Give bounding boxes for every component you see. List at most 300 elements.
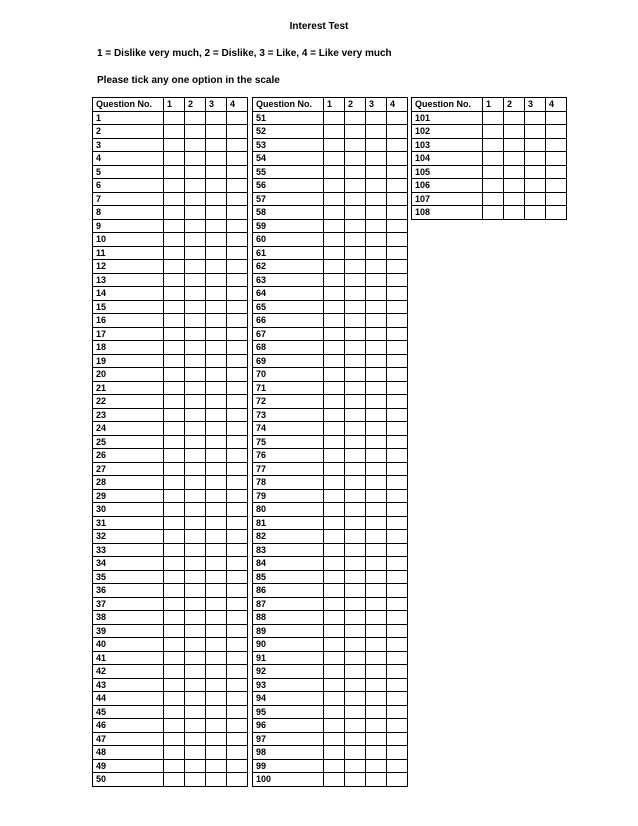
option-3-box[interactable] — [206, 516, 227, 530]
option-3-box[interactable] — [366, 300, 387, 314]
option-1-box[interactable] — [164, 165, 185, 179]
option-2-box[interactable] — [345, 192, 366, 206]
option-2-box[interactable] — [185, 435, 206, 449]
option-2-box[interactable] — [185, 746, 206, 760]
option-3-box[interactable] — [366, 503, 387, 517]
option-2-box[interactable] — [345, 584, 366, 598]
option-4-box[interactable] — [387, 624, 408, 638]
option-2-box[interactable] — [185, 597, 206, 611]
option-2-box[interactable] — [185, 395, 206, 409]
option-1-box[interactable] — [164, 759, 185, 773]
option-4-box[interactable] — [227, 395, 248, 409]
option-1-box[interactable] — [324, 449, 345, 463]
option-4-box[interactable] — [227, 597, 248, 611]
option-4-box[interactable] — [387, 611, 408, 625]
option-1-box[interactable] — [324, 570, 345, 584]
option-1-box[interactable] — [164, 611, 185, 625]
option-4-box[interactable] — [387, 476, 408, 490]
option-4-box[interactable] — [227, 665, 248, 679]
option-4-box[interactable] — [387, 665, 408, 679]
option-1-box[interactable] — [164, 678, 185, 692]
option-4-box[interactable] — [387, 246, 408, 260]
option-3-box[interactable] — [206, 206, 227, 220]
option-1-box[interactable] — [164, 354, 185, 368]
option-1-box[interactable] — [164, 395, 185, 409]
option-1-box[interactable] — [324, 638, 345, 652]
option-1-box[interactable] — [324, 543, 345, 557]
option-1-box[interactable] — [324, 557, 345, 571]
option-4-box[interactable] — [227, 233, 248, 247]
option-2-box[interactable] — [345, 111, 366, 125]
option-1-box[interactable] — [324, 759, 345, 773]
option-3-box[interactable] — [366, 206, 387, 220]
option-3-box[interactable] — [366, 530, 387, 544]
option-3-box[interactable] — [366, 597, 387, 611]
option-3-box[interactable] — [206, 692, 227, 706]
option-1-box[interactable] — [164, 557, 185, 571]
option-3-box[interactable] — [206, 152, 227, 166]
option-2-box[interactable] — [185, 138, 206, 152]
option-3-box[interactable] — [366, 165, 387, 179]
option-1-box[interactable] — [483, 111, 504, 125]
option-2-box[interactable] — [345, 678, 366, 692]
option-2-box[interactable] — [185, 233, 206, 247]
option-3-box[interactable] — [366, 435, 387, 449]
option-1-box[interactable] — [324, 341, 345, 355]
option-3-box[interactable] — [206, 422, 227, 436]
option-2-box[interactable] — [345, 381, 366, 395]
option-2-box[interactable] — [185, 219, 206, 233]
option-2-box[interactable] — [185, 260, 206, 274]
option-3-box[interactable] — [206, 138, 227, 152]
option-4-box[interactable] — [227, 773, 248, 787]
option-3-box[interactable] — [366, 327, 387, 341]
option-2-box[interactable] — [345, 597, 366, 611]
option-4-box[interactable] — [227, 341, 248, 355]
option-1-box[interactable] — [164, 233, 185, 247]
option-4-box[interactable] — [546, 165, 567, 179]
option-1-box[interactable] — [324, 462, 345, 476]
option-1-box[interactable] — [164, 489, 185, 503]
option-3-box[interactable] — [366, 341, 387, 355]
option-2-box[interactable] — [345, 125, 366, 139]
option-1-box[interactable] — [164, 192, 185, 206]
option-2-box[interactable] — [504, 125, 525, 139]
option-1-box[interactable] — [324, 422, 345, 436]
option-3-box[interactable] — [366, 273, 387, 287]
option-3-box[interactable] — [206, 503, 227, 517]
option-3-box[interactable] — [366, 462, 387, 476]
option-3-box[interactable] — [366, 152, 387, 166]
option-1-box[interactable] — [164, 206, 185, 220]
option-1-box[interactable] — [164, 719, 185, 733]
option-1-box[interactable] — [164, 705, 185, 719]
option-4-box[interactable] — [387, 111, 408, 125]
option-3-box[interactable] — [525, 179, 546, 193]
option-1-box[interactable] — [483, 179, 504, 193]
option-4-box[interactable] — [546, 125, 567, 139]
option-2-box[interactable] — [345, 368, 366, 382]
option-4-box[interactable] — [387, 408, 408, 422]
option-3-box[interactable] — [206, 449, 227, 463]
option-1-box[interactable] — [164, 246, 185, 260]
option-3-box[interactable] — [206, 179, 227, 193]
option-1-box[interactable] — [164, 314, 185, 328]
option-4-box[interactable] — [227, 435, 248, 449]
option-2-box[interactable] — [185, 152, 206, 166]
option-2-box[interactable] — [185, 246, 206, 260]
option-4-box[interactable] — [227, 287, 248, 301]
option-2-box[interactable] — [345, 665, 366, 679]
option-3-box[interactable] — [206, 165, 227, 179]
option-4-box[interactable] — [227, 179, 248, 193]
option-3-box[interactable] — [206, 557, 227, 571]
option-1-box[interactable] — [324, 246, 345, 260]
option-3-box[interactable] — [206, 327, 227, 341]
option-1-box[interactable] — [324, 138, 345, 152]
option-2-box[interactable] — [185, 422, 206, 436]
option-1-box[interactable] — [164, 408, 185, 422]
option-1-box[interactable] — [324, 381, 345, 395]
option-4-box[interactable] — [387, 557, 408, 571]
option-1-box[interactable] — [164, 651, 185, 665]
option-2-box[interactable] — [185, 611, 206, 625]
option-1-box[interactable] — [324, 395, 345, 409]
option-4-box[interactable] — [387, 233, 408, 247]
option-4-box[interactable] — [227, 462, 248, 476]
option-3-box[interactable] — [206, 651, 227, 665]
option-4-box[interactable] — [387, 300, 408, 314]
option-1-box[interactable] — [483, 138, 504, 152]
option-4-box[interactable] — [227, 611, 248, 625]
option-1-box[interactable] — [324, 125, 345, 139]
option-2-box[interactable] — [345, 638, 366, 652]
option-2-box[interactable] — [185, 125, 206, 139]
option-3-box[interactable] — [366, 422, 387, 436]
option-2-box[interactable] — [345, 435, 366, 449]
option-1-box[interactable] — [164, 503, 185, 517]
option-3-box[interactable] — [366, 449, 387, 463]
option-4-box[interactable] — [387, 597, 408, 611]
option-3-box[interactable] — [206, 570, 227, 584]
option-4-box[interactable] — [387, 705, 408, 719]
option-4-box[interactable] — [227, 503, 248, 517]
option-1-box[interactable] — [164, 111, 185, 125]
option-1-box[interactable] — [164, 125, 185, 139]
option-4-box[interactable] — [227, 314, 248, 328]
option-1-box[interactable] — [164, 368, 185, 382]
option-4-box[interactable] — [387, 422, 408, 436]
option-3-box[interactable] — [206, 462, 227, 476]
option-3-box[interactable] — [206, 260, 227, 274]
option-4-box[interactable] — [387, 530, 408, 544]
option-3-box[interactable] — [366, 678, 387, 692]
option-3-box[interactable] — [206, 125, 227, 139]
option-1-box[interactable] — [164, 624, 185, 638]
option-4-box[interactable] — [227, 368, 248, 382]
option-4-box[interactable] — [387, 746, 408, 760]
option-2-box[interactable] — [345, 152, 366, 166]
option-1-box[interactable] — [164, 152, 185, 166]
option-1-box[interactable] — [164, 665, 185, 679]
option-3-box[interactable] — [525, 111, 546, 125]
option-1-box[interactable] — [324, 665, 345, 679]
option-1-box[interactable] — [324, 611, 345, 625]
option-2-box[interactable] — [185, 287, 206, 301]
option-3-box[interactable] — [525, 125, 546, 139]
option-1-box[interactable] — [164, 138, 185, 152]
option-4-box[interactable] — [387, 638, 408, 652]
option-2-box[interactable] — [345, 354, 366, 368]
option-1-box[interactable] — [324, 503, 345, 517]
option-2-box[interactable] — [185, 300, 206, 314]
option-1-box[interactable] — [324, 530, 345, 544]
option-1-box[interactable] — [164, 179, 185, 193]
option-1-box[interactable] — [324, 516, 345, 530]
option-2-box[interactable] — [185, 773, 206, 787]
option-1-box[interactable] — [164, 273, 185, 287]
option-1-box[interactable] — [324, 476, 345, 490]
option-1-box[interactable] — [164, 584, 185, 598]
option-1-box[interactable] — [324, 692, 345, 706]
option-3-box[interactable] — [366, 138, 387, 152]
option-4-box[interactable] — [387, 206, 408, 220]
option-1-box[interactable] — [324, 111, 345, 125]
option-4-box[interactable] — [227, 516, 248, 530]
option-4-box[interactable] — [387, 570, 408, 584]
option-3-box[interactable] — [206, 597, 227, 611]
option-2-box[interactable] — [185, 624, 206, 638]
option-3-box[interactable] — [366, 705, 387, 719]
option-2-box[interactable] — [345, 557, 366, 571]
option-4-box[interactable] — [387, 152, 408, 166]
option-2-box[interactable] — [185, 692, 206, 706]
option-3-box[interactable] — [366, 638, 387, 652]
option-4-box[interactable] — [387, 125, 408, 139]
option-4-box[interactable] — [387, 678, 408, 692]
option-1-box[interactable] — [164, 341, 185, 355]
option-1-box[interactable] — [324, 152, 345, 166]
option-1-box[interactable] — [324, 624, 345, 638]
option-3-box[interactable] — [206, 341, 227, 355]
option-4-box[interactable] — [227, 327, 248, 341]
option-1-box[interactable] — [483, 125, 504, 139]
option-1-box[interactable] — [164, 462, 185, 476]
option-3-box[interactable] — [366, 665, 387, 679]
option-2-box[interactable] — [185, 341, 206, 355]
option-1-box[interactable] — [164, 381, 185, 395]
option-1-box[interactable] — [164, 435, 185, 449]
option-4-box[interactable] — [387, 260, 408, 274]
option-2-box[interactable] — [185, 462, 206, 476]
option-1-box[interactable] — [324, 408, 345, 422]
option-2-box[interactable] — [345, 503, 366, 517]
option-3-box[interactable] — [366, 489, 387, 503]
option-3-box[interactable] — [366, 570, 387, 584]
option-4-box[interactable] — [227, 206, 248, 220]
option-1-box[interactable] — [164, 449, 185, 463]
option-2-box[interactable] — [185, 111, 206, 125]
option-4-box[interactable] — [387, 327, 408, 341]
option-1-box[interactable] — [324, 219, 345, 233]
option-3-box[interactable] — [366, 368, 387, 382]
option-3-box[interactable] — [206, 705, 227, 719]
option-3-box[interactable] — [206, 435, 227, 449]
option-1-box[interactable] — [164, 327, 185, 341]
option-1-box[interactable] — [324, 489, 345, 503]
option-4-box[interactable] — [227, 719, 248, 733]
option-3-box[interactable] — [206, 219, 227, 233]
option-1-box[interactable] — [164, 287, 185, 301]
option-2-box[interactable] — [345, 476, 366, 490]
option-2-box[interactable] — [345, 314, 366, 328]
option-3-box[interactable] — [366, 719, 387, 733]
option-2-box[interactable] — [345, 408, 366, 422]
option-4-box[interactable] — [227, 152, 248, 166]
option-1-box[interactable] — [324, 746, 345, 760]
option-2-box[interactable] — [345, 327, 366, 341]
option-1-box[interactable] — [164, 543, 185, 557]
option-3-box[interactable] — [366, 246, 387, 260]
option-2-box[interactable] — [345, 341, 366, 355]
option-4-box[interactable] — [387, 584, 408, 598]
option-3-box[interactable] — [206, 273, 227, 287]
option-1-box[interactable] — [324, 773, 345, 787]
option-3-box[interactable] — [366, 516, 387, 530]
option-4-box[interactable] — [387, 773, 408, 787]
option-2-box[interactable] — [185, 732, 206, 746]
option-4-box[interactable] — [227, 557, 248, 571]
option-3-box[interactable] — [366, 354, 387, 368]
option-3-box[interactable] — [206, 746, 227, 760]
option-1-box[interactable] — [164, 530, 185, 544]
option-4-box[interactable] — [227, 219, 248, 233]
option-2-box[interactable] — [185, 705, 206, 719]
option-4-box[interactable] — [387, 381, 408, 395]
option-3-box[interactable] — [366, 314, 387, 328]
option-4-box[interactable] — [227, 638, 248, 652]
option-2-box[interactable] — [345, 219, 366, 233]
option-3-box[interactable] — [525, 138, 546, 152]
option-4-box[interactable] — [546, 192, 567, 206]
option-3-box[interactable] — [366, 584, 387, 598]
option-2-box[interactable] — [185, 327, 206, 341]
option-4-box[interactable] — [227, 273, 248, 287]
option-4-box[interactable] — [546, 179, 567, 193]
option-3-box[interactable] — [206, 111, 227, 125]
option-2-box[interactable] — [345, 543, 366, 557]
option-3-box[interactable] — [525, 192, 546, 206]
option-3-box[interactable] — [366, 395, 387, 409]
option-2-box[interactable] — [185, 543, 206, 557]
option-1-box[interactable] — [324, 597, 345, 611]
option-2-box[interactable] — [185, 449, 206, 463]
option-1-box[interactable] — [164, 260, 185, 274]
option-1-box[interactable] — [164, 773, 185, 787]
option-3-box[interactable] — [366, 746, 387, 760]
option-3-box[interactable] — [206, 638, 227, 652]
option-4-box[interactable] — [387, 719, 408, 733]
option-2-box[interactable] — [345, 611, 366, 625]
option-3-box[interactable] — [206, 773, 227, 787]
option-4-box[interactable] — [387, 165, 408, 179]
option-3-box[interactable] — [366, 260, 387, 274]
option-4-box[interactable] — [546, 206, 567, 220]
option-1-box[interactable] — [324, 584, 345, 598]
option-3-box[interactable] — [525, 165, 546, 179]
option-2-box[interactable] — [345, 530, 366, 544]
option-1-box[interactable] — [324, 233, 345, 247]
option-2-box[interactable] — [345, 624, 366, 638]
option-3-box[interactable] — [366, 557, 387, 571]
option-2-box[interactable] — [345, 449, 366, 463]
option-2-box[interactable] — [185, 530, 206, 544]
option-2-box[interactable] — [185, 368, 206, 382]
option-3-box[interactable] — [206, 408, 227, 422]
option-2-box[interactable] — [185, 557, 206, 571]
option-4-box[interactable] — [227, 476, 248, 490]
option-4-box[interactable] — [227, 543, 248, 557]
option-3-box[interactable] — [206, 314, 227, 328]
option-1-box[interactable] — [324, 368, 345, 382]
option-1-box[interactable] — [324, 273, 345, 287]
option-4-box[interactable] — [227, 300, 248, 314]
option-4-box[interactable] — [227, 651, 248, 665]
option-2-box[interactable] — [185, 489, 206, 503]
option-4-box[interactable] — [227, 125, 248, 139]
option-3-box[interactable] — [206, 759, 227, 773]
option-3-box[interactable] — [206, 192, 227, 206]
option-3-box[interactable] — [366, 611, 387, 625]
option-4-box[interactable] — [387, 435, 408, 449]
option-3-box[interactable] — [366, 381, 387, 395]
option-2-box[interactable] — [345, 692, 366, 706]
option-2-box[interactable] — [185, 408, 206, 422]
option-3-box[interactable] — [366, 773, 387, 787]
option-2-box[interactable] — [345, 570, 366, 584]
option-2-box[interactable] — [185, 179, 206, 193]
option-3-box[interactable] — [206, 300, 227, 314]
option-3-box[interactable] — [366, 692, 387, 706]
option-1-box[interactable] — [324, 192, 345, 206]
option-4-box[interactable] — [387, 692, 408, 706]
option-2-box[interactable] — [504, 206, 525, 220]
option-2-box[interactable] — [345, 719, 366, 733]
option-4-box[interactable] — [227, 584, 248, 598]
option-1-box[interactable] — [324, 435, 345, 449]
option-3-box[interactable] — [206, 665, 227, 679]
option-2-box[interactable] — [345, 233, 366, 247]
option-2-box[interactable] — [185, 570, 206, 584]
option-2-box[interactable] — [345, 746, 366, 760]
option-4-box[interactable] — [227, 732, 248, 746]
option-3-box[interactable] — [206, 476, 227, 490]
option-2-box[interactable] — [185, 273, 206, 287]
option-2-box[interactable] — [345, 206, 366, 220]
option-3-box[interactable] — [206, 611, 227, 625]
option-2-box[interactable] — [185, 192, 206, 206]
option-1-box[interactable] — [164, 476, 185, 490]
option-4-box[interactable] — [387, 314, 408, 328]
option-4-box[interactable] — [387, 179, 408, 193]
option-2-box[interactable] — [185, 759, 206, 773]
option-2-box[interactable] — [345, 287, 366, 301]
option-2-box[interactable] — [345, 260, 366, 274]
option-4-box[interactable] — [227, 111, 248, 125]
option-4-box[interactable] — [227, 759, 248, 773]
option-2-box[interactable] — [345, 732, 366, 746]
option-4-box[interactable] — [387, 138, 408, 152]
